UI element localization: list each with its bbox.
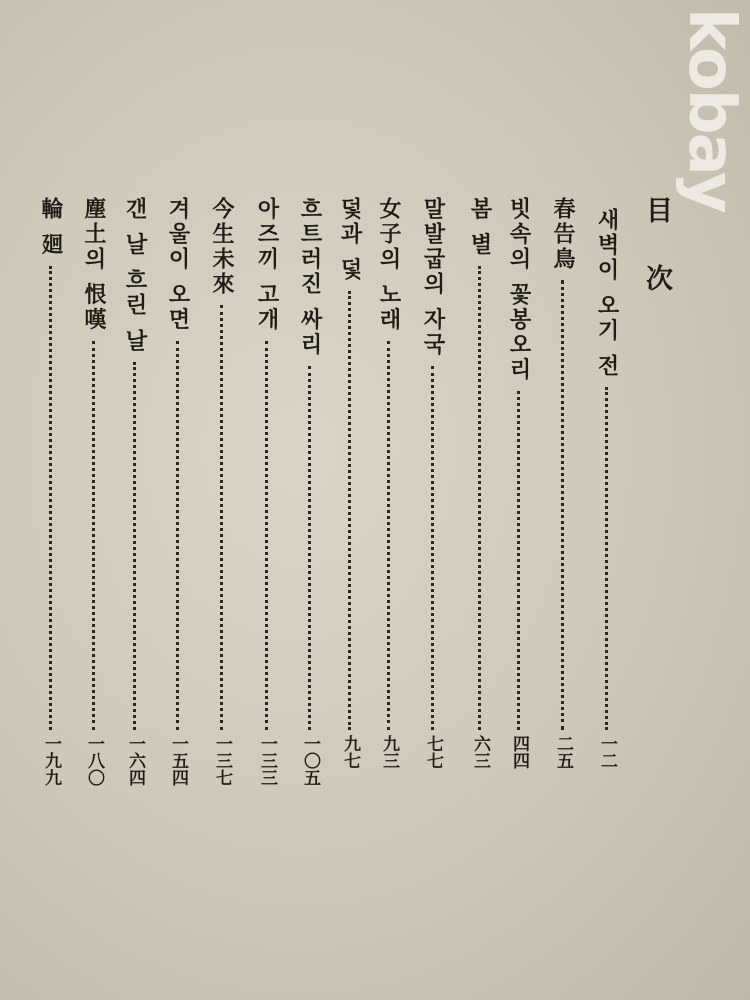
toc-entry-page-number: 七七 <box>423 735 443 769</box>
toc-entry-title: 갠 날 흐린 날 <box>122 197 148 354</box>
toc-entry <box>250 0 284 1000</box>
watermark-logo: kobay <box>674 8 748 212</box>
page-title: 目 次 <box>641 196 672 308</box>
toc-entry-page-number: 一六四 <box>125 735 145 786</box>
dot-leader <box>348 291 351 730</box>
toc-entry-page-number: 六三 <box>470 735 490 769</box>
toc-entry-page-number: 一五四 <box>168 735 188 786</box>
toc-entry <box>118 0 152 1000</box>
toc-entry-title: 흐트러진 싸리 <box>297 197 323 358</box>
dot-leader <box>387 341 390 730</box>
toc-entry <box>34 0 68 1000</box>
toc-entry-page-number: 九七 <box>340 735 360 769</box>
toc-entry <box>161 0 195 1000</box>
toc-entry-title: 輪 廻 <box>38 197 64 258</box>
dot-leader <box>561 280 564 730</box>
toc-entry <box>463 0 497 1000</box>
toc-entry-page-number: 四四 <box>509 735 529 769</box>
toc-entry-page-number: 一二 <box>597 735 617 769</box>
toc-entry-page-number: 一三七 <box>212 735 232 786</box>
dot-leader <box>265 341 268 730</box>
toc-entry-page-number: 一九九 <box>41 735 61 786</box>
toc-entry-title: 새벽이 오기 전 <box>594 208 620 380</box>
toc-entry-title: 겨울이 오면 <box>165 197 191 333</box>
toc-entry-title: 봄 별 <box>467 197 493 258</box>
toc-entry <box>546 0 580 1000</box>
toc-entry-page-number: 二五 <box>553 735 573 769</box>
toc-entry <box>293 0 327 1000</box>
toc-entry-title: 春告鳥 <box>550 197 576 272</box>
toc-entry <box>590 0 624 1000</box>
toc-entry-title: 今生未來 <box>209 197 235 297</box>
toc-entry-page-number: 一〇五 <box>300 735 320 786</box>
toc-entry-title: 女子의 노래 <box>376 197 402 333</box>
dot-leader <box>605 387 608 730</box>
toc-entry <box>333 0 367 1000</box>
dot-leader <box>478 266 481 730</box>
toc-entry <box>77 0 111 1000</box>
dot-leader <box>431 366 434 730</box>
toc-entry-title: 빗속의 꽃봉오리 <box>506 197 532 383</box>
toc-entry <box>416 0 450 1000</box>
dot-leader <box>517 391 520 730</box>
toc-entry <box>502 0 536 1000</box>
toc-entry-page-number: 九三 <box>379 735 399 769</box>
toc-entry-title: 아즈끼 고개 <box>254 197 280 333</box>
dot-leader <box>49 266 52 730</box>
toc-entry-page-number: 一八〇 <box>84 735 104 786</box>
toc-entry-title: 塵土의 恨嘆 <box>81 197 107 333</box>
dot-leader <box>308 366 311 730</box>
toc-entry-title: 말발굽의 자국 <box>420 197 446 358</box>
toc-entry <box>372 0 406 1000</box>
dot-leader <box>133 362 136 730</box>
dot-leader <box>92 341 95 730</box>
toc-entry-page-number: 一三三 <box>257 735 277 786</box>
dot-leader <box>220 305 223 730</box>
dot-leader <box>176 341 179 730</box>
toc-entry-title: 덫과 덫 <box>337 197 363 283</box>
toc-entry <box>205 0 239 1000</box>
